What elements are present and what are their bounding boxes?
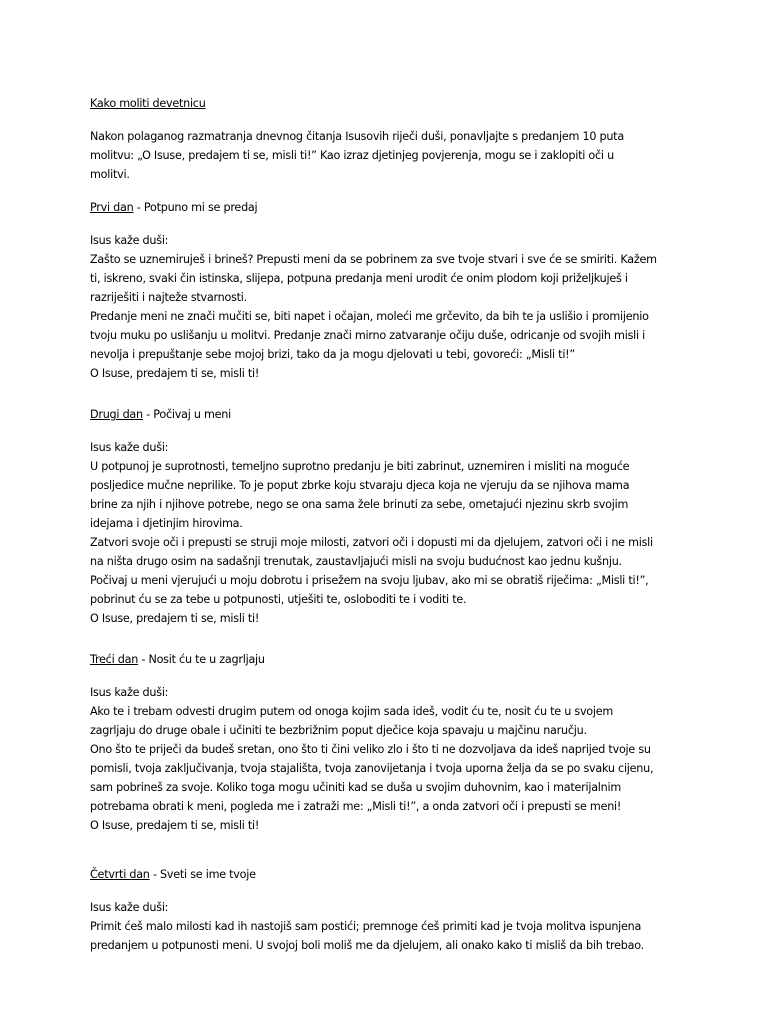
body-line: pomisli, tvoja zaključivanja, tvoja stajališta, tvoja zanovijetanja i tvoja uporna želja da se po svaku cijenu, [90,762,654,775]
day-subtitle: - Sveti se ime tvoje [149,868,256,881]
jesus-says: Isus kaže duši: [90,901,169,914]
body-line: Zašto se uznemiruješ i brineš? Prepusti meni da se pobrinem za sve tvoje stvari i sve će se smiriti. Kažem [90,253,657,266]
day-label: Četvrti dan [90,868,150,881]
body-line: brine za njih i njihove potrebe, nego se ona sama žele brinuti za sebe, ometajući njezinu skrb svojim [90,498,629,511]
day-body-3 [90,683,684,835]
intro-line: molitvu: „O Isuse, predajem ti se, misli ti!” Kao izraz djetinjeg povjerenja, mogu se i zaklopiti oči u [90,149,614,162]
day-heading-2 [90,405,684,424]
jesus-says: Isus kaže duši: [90,441,169,454]
body-line: posljedice mučne neprilike. To je poput zbrke koju stvaraju djeca koja ne vjeruju da se njihova mama [90,479,630,492]
body-line: nevolja i prepuštanje sebe mojoj brizi, tako da ja mogu djelovati u tebi, govoreći: „Misli ti!” [90,348,575,361]
day-body-2 [90,438,684,628]
body-line: Počivaj u meni vjerujući u moju dobrotu i prisežem na svoju ljubav, ako mi se obratiš riječima: „Misli ti!”, [90,574,649,587]
body-line: zagrljaju do druge obale i učiniti te bezbrižnim poput dječice koja spavaju u majčinu naručju. [90,724,587,737]
body-line: Primit ćeš malo milosti kad ih nastojiš sam postići; premnoge ćeš primiti kad je tvoja molitva ispunjena [90,920,642,933]
day-subtitle: - Potpuno mi se predaj [133,201,258,214]
prayer-line: O Isuse, predajem ti se, misli ti! [90,367,260,380]
intro-paragraph [90,127,684,184]
jesus-says: Isus kaže duši: [90,234,169,247]
body-line: predanjem u potpunosti meni. U svojoj boli moliš me da djelujem, ali onako kako ti misliš da bih trebao. [90,939,644,952]
body-line: Ono što te priječi da budeš sretan, ono što ti čini veliko zlo i što ti ne dozvoljava da ideš naprijed tvoje su [90,743,651,756]
body-line: ti, iskreno, svaki čin istinska, slijepa, potpuna predanja meni urodit će onim plodom koji priželjkuješ i [90,272,628,285]
body-line: idejama i djetinjim hirovima. [90,517,243,530]
day-subtitle: - Počivaj u meni [142,408,231,421]
body-line: potrebama obrati k meni, pogleda me i zatraži me: „Misli ti!”, a onda zatvori oči i prepusti se meni! [90,800,622,813]
body-line: Ako te i trebam odvesti drugim putem od onoga kojim sada ideš, vodit ću te, nosit ću te u svojem [90,705,614,718]
day-body-1 [90,231,684,383]
body-line: sam pobrineš za svoje. Koliko toga mogu učiniti kad se duša u svojim duhovnim, kao i materijalnim [90,781,622,794]
day-subtitle: - Nosit ću te u zagrljaju [138,653,265,666]
day-body-4 [90,898,684,955]
day-heading-4 [90,865,684,884]
intro-line: molitvi. [90,168,130,181]
body-line: Zatvori svoje oči i prepusti se struji moje milosti, zatvori oči i dopusti mi da djelujem, zatvori oči i ne misli [90,536,653,549]
prayer-line: O Isuse, predajem ti se, misli ti! [90,819,260,832]
prayer-line: O Isuse, predajem ti se, misli ti! [90,612,260,625]
body-line: U potpunoj je suprotnosti, temeljno suprotno predanju je biti zabrinut, uznemiren i misliti na moguće [90,460,630,473]
jesus-says: Isus kaže duši: [90,686,169,699]
body-line: pobrinut ću se za tebe u potpunosti, utješiti te, osloboditi te i voditi te. [90,593,467,606]
intro-line: Nakon polaganog razmatranja dnevnog čitanja Isusovih riječi duši, ponavljajte s predanjem 10 puta [90,130,624,143]
day-label: Treći dan [90,653,139,666]
body-line: razriješiti i najteže stvarnosti. [90,291,247,304]
body-line: na ništa drugo osim na sadašnji trenutak, zaustavljajući misli na svoju budućnost kao jednu kušnju. [90,555,622,568]
day-heading-1 [90,198,684,217]
body-line: tvoju muku po uslišanju u molitvi. Predanje znači mirno zatvaranje očiju duše, odricanje od svojih misli i [90,329,646,342]
body-line: Predanje meni ne znači mučiti se, biti napet i očajan, moleći me grčevito, da bih te ja uslišio i promijenio [90,310,649,323]
day-label: Prvi dan [90,201,134,214]
day-label: Drugi dan [90,408,143,421]
day-heading-3 [90,650,684,669]
document-title [90,94,684,113]
document-title-text: Kako moliti devetnicu [90,97,206,110]
